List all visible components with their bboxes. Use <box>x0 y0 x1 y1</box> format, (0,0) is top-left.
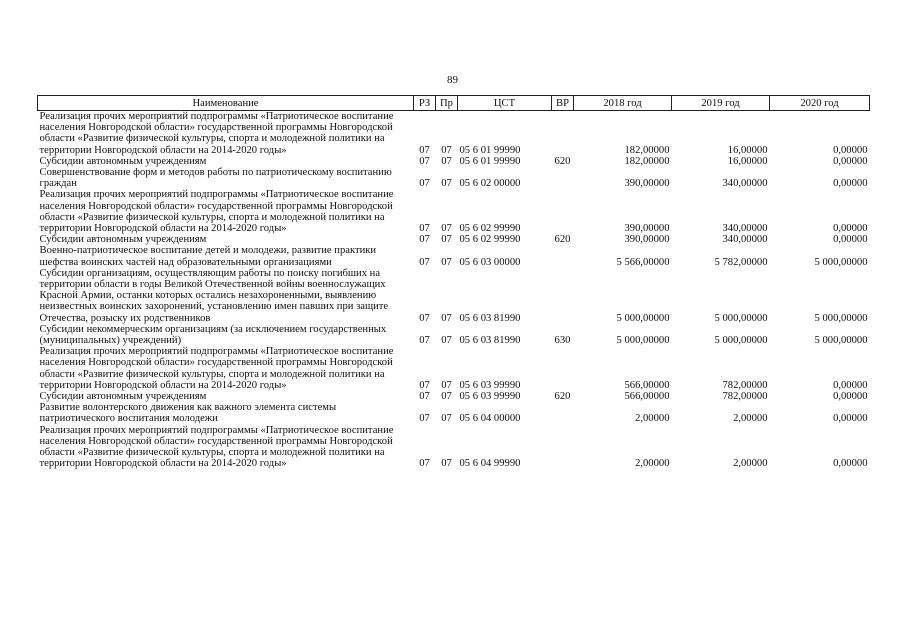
table-body <box>38 111 870 470</box>
row-2019-cell: 340,00000 <box>722 223 768 235</box>
table-row <box>38 324 870 346</box>
row-rz-cell: 07 <box>419 413 430 425</box>
page-number: 89 <box>447 74 458 86</box>
row-2018-cell: 182,00000 <box>624 155 670 167</box>
row-pr-cell: 07 <box>441 144 452 156</box>
row-rz-cell: 07 <box>419 178 430 190</box>
table-row <box>38 268 870 324</box>
row-cst-cell: 05 6 02 00000 <box>459 178 521 190</box>
row-rz-cell: 07 <box>419 144 430 156</box>
row-pr-cell: 07 <box>441 458 452 470</box>
row-rz-cell: 07 <box>419 256 430 268</box>
row-vr-cell <box>552 425 574 470</box>
row-cst-cell: 05 6 03 99990 <box>459 391 521 403</box>
row-rz-cell: 07 <box>419 458 430 470</box>
row-vr-cell: 620 <box>554 234 571 246</box>
header-pr: Пр <box>436 96 458 111</box>
table-row <box>38 189 870 234</box>
row-2019-cell: 340,00000 <box>722 234 768 246</box>
row-vr-cell: 620 <box>554 391 571 403</box>
row-rz-cell: 07 <box>419 312 430 324</box>
row-2020-cell: 5 000,00000 <box>814 256 868 268</box>
row-rz-cell: 07 <box>419 379 430 391</box>
table-row <box>38 234 870 245</box>
table-row <box>38 111 870 156</box>
row-2020-cell: 0,00000 <box>833 155 868 167</box>
row-2019-cell: 782,00000 <box>722 379 768 391</box>
table-row <box>38 391 870 402</box>
row-cst-cell: 05 6 03 00000 <box>459 256 521 268</box>
row-cst-cell: 05 6 03 81990 <box>459 312 521 324</box>
row-vr-cell <box>552 402 574 424</box>
row-rz-cell: 07 <box>419 234 430 246</box>
row-cst-cell: 05 6 03 99990 <box>459 379 521 391</box>
row-name-cell: Реализация прочих мероприятий подпрограммы «Патриотическое воспитание населения Новгородской области» государственной программы Новгородской области «Развитие физической культуры, спорта и молодежной политики на территории Новгородской области на 2014-2020 годы» <box>39 346 394 391</box>
row-pr-cell: 07 <box>441 234 452 246</box>
row-2019-cell: 5 000,00000 <box>714 312 768 324</box>
row-name-cell: Субсидии автономным учреждениям <box>39 234 207 246</box>
row-2020-cell: 5 000,00000 <box>814 335 868 347</box>
row-2018-cell: 390,00000 <box>624 178 670 190</box>
row-vr-cell <box>552 111 574 156</box>
row-name-cell: Военно-патриотическое воспитание детей и молодежи, развитие практики шефства воинских частей над образовательными организациями <box>39 245 377 268</box>
row-name-cell: Реализация прочих мероприятий подпрограммы «Патриотическое воспитание населения Новгородской области» государственной программы Новгородской области «Развитие физической культуры, спорта и молодежной политики на территории Новгородской области на 2014-2020 годы» <box>39 111 394 156</box>
table-row <box>38 402 870 424</box>
row-rz-cell: 07 <box>419 223 430 235</box>
row-2018-cell: 5 000,00000 <box>616 335 670 347</box>
row-2018-cell: 2,00000 <box>635 413 670 425</box>
row-2020-cell: 0,00000 <box>833 234 868 246</box>
budget-table <box>37 95 870 470</box>
table-row <box>38 245 870 267</box>
header-2020: 2020 год <box>770 96 870 111</box>
row-2020-cell: 0,00000 <box>833 379 868 391</box>
header-name: Наименование <box>38 96 414 111</box>
row-cst-cell: 05 6 02 99990 <box>459 234 521 246</box>
row-cst-cell: 05 6 04 00000 <box>459 413 521 425</box>
row-pr-cell: 07 <box>441 335 452 347</box>
table-row <box>38 156 870 167</box>
row-2018-cell: 182,00000 <box>624 144 670 156</box>
row-name-cell: Развитие волонтерского движения как важного элемента системы патриотического воспитания молодежи <box>39 402 337 425</box>
row-2020-cell: 0,00000 <box>833 391 868 403</box>
row-name-cell: Реализация прочих мероприятий подпрограммы «Патриотическое воспитание населения Новгородской области» государственной программы Новгородской области «Развитие физической культуры, спорта и молодежной политики на территории Новгородской области на 2014-2020 годы» <box>39 189 394 235</box>
row-2018-cell: 566,00000 <box>624 379 670 391</box>
row-pr-cell: 07 <box>441 155 452 167</box>
row-pr-cell: 07 <box>441 223 452 235</box>
row-cst-cell: 05 6 03 81990 <box>459 335 521 347</box>
row-pr-cell: 07 <box>441 256 452 268</box>
row-name-cell: Субсидии автономным учреждениям <box>39 155 207 167</box>
row-2019-cell: 5 000,00000 <box>714 335 768 347</box>
row-2020-cell: 5 000,00000 <box>814 312 868 324</box>
row-pr-cell: 07 <box>441 178 452 190</box>
row-rz-cell: 07 <box>419 155 430 167</box>
row-name-cell: Субсидии автономным учреждениям <box>39 391 207 403</box>
row-vr-cell <box>552 268 574 324</box>
row-pr-cell: 07 <box>441 312 452 324</box>
row-2018-cell: 566,00000 <box>624 391 670 403</box>
row-2018-cell: 5 566,00000 <box>616 256 670 268</box>
row-cst-cell: 05 6 04 99990 <box>459 458 521 470</box>
row-2019-cell: 340,00000 <box>722 178 768 190</box>
row-vr-cell: 620 <box>554 155 571 167</box>
header-rz: РЗ <box>414 96 436 111</box>
row-name-cell: Субсидии организациям, осуществляющим работы по поиску погибших на территории области в годы Великой Отечественной войны военнослужащих Красной Армии, останки которых остались незахороненными, выявлению неизвестных воинских захоронений, установлению имен павших при защите Отечества, розыску их родственников <box>39 267 389 324</box>
row-pr-cell: 07 <box>441 379 452 391</box>
row-vr-cell <box>552 189 574 234</box>
row-vr-cell <box>552 167 574 189</box>
row-vr-cell: 630 <box>554 335 571 347</box>
row-name-cell: Реализация прочих мероприятий подпрограммы «Патриотическое воспитание населения Новгородской области» государственной программы Новгородской области «Развитие физической культуры, спорта и молодежной политики на территории Новгородской области на 2014-2020 годы» <box>39 424 394 470</box>
row-rz-cell: 07 <box>419 335 430 347</box>
table-header-row <box>38 96 870 111</box>
row-2019-cell: 2,00000 <box>733 458 768 470</box>
row-2019-cell: 2,00000 <box>733 413 768 425</box>
row-2019-cell: 16,00000 <box>727 144 768 156</box>
row-name-cell: Совершенствование форм и методов работы по патриотическому воспитанию граждан <box>39 167 392 190</box>
row-2018-cell: 5 000,00000 <box>616 312 670 324</box>
row-pr-cell: 07 <box>441 413 452 425</box>
row-2020-cell: 0,00000 <box>833 178 868 190</box>
row-cst-cell: 05 6 02 99990 <box>459 223 521 235</box>
row-vr-cell <box>552 346 574 391</box>
row-vr-cell <box>552 245 574 267</box>
row-2019-cell: 16,00000 <box>727 155 768 167</box>
row-pr-cell: 07 <box>441 391 452 403</box>
row-2020-cell: 0,00000 <box>833 223 868 235</box>
table-row <box>38 425 870 470</box>
header-vr: ВР <box>552 96 574 111</box>
header-2018: 2018 год <box>574 96 672 111</box>
row-2018-cell: 2,00000 <box>635 458 670 470</box>
row-2020-cell: 0,00000 <box>833 458 868 470</box>
row-2018-cell: 390,00000 <box>624 223 670 235</box>
header-2019: 2019 год <box>672 96 770 111</box>
row-2020-cell: 0,00000 <box>833 413 868 425</box>
row-name-cell: Субсидии некоммерческим организациям (за исключением государственных (муниципальных) учреждений) <box>39 323 387 347</box>
header-cst: ЦСТ <box>458 96 552 111</box>
table-row <box>38 167 870 189</box>
row-2019-cell: 5 782,00000 <box>714 256 768 268</box>
table-row <box>38 346 870 391</box>
row-cst-cell: 05 6 01 99990 <box>459 144 521 156</box>
row-rz-cell: 07 <box>419 391 430 403</box>
row-2020-cell: 0,00000 <box>833 144 868 156</box>
row-2018-cell: 390,00000 <box>624 234 670 246</box>
row-cst-cell: 05 6 01 99990 <box>459 155 521 167</box>
row-2019-cell: 782,00000 <box>722 391 768 403</box>
